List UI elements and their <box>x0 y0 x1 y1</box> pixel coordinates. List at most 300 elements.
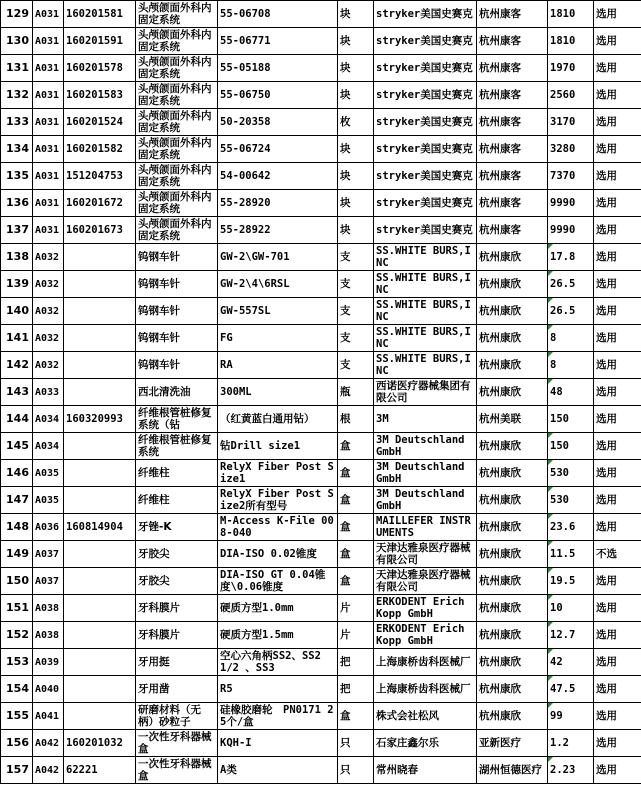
price-cell: 7370 <box>548 163 594 190</box>
status-cell: 选用 <box>594 703 641 730</box>
unit-cell: 盒 <box>338 460 374 487</box>
status-cell: 选用 <box>594 379 641 406</box>
specification-cell: M-Access K-File 008-040 <box>218 514 338 541</box>
registration-number-cell <box>64 433 136 460</box>
specification-cell: 空心六角柄SS2、SS2 1/2 、SS3 <box>218 649 338 676</box>
status-cell: 选用 <box>594 406 641 433</box>
category-code-cell: A031 <box>33 109 64 136</box>
distributor-cell: 杭州康客 <box>477 55 548 82</box>
price-cell: 12.7 <box>548 622 594 649</box>
table-row <box>1 379 641 406</box>
table-row <box>1 676 641 703</box>
manufacturer-cell: SS.WHITE BURS,INC <box>374 271 477 298</box>
status-cell: 选用 <box>594 460 641 487</box>
category-code-cell: A031 <box>33 55 64 82</box>
unit-cell: 片 <box>338 622 374 649</box>
manufacturer-cell: 上海康桥齿科医械厂 <box>374 649 477 676</box>
row-number-cell: 141 <box>1 325 33 352</box>
registration-number-cell: 160201524 <box>64 109 136 136</box>
distributor-cell: 杭州康客 <box>477 217 548 244</box>
row-number-cell: 147 <box>1 487 33 514</box>
table-row <box>1 541 641 568</box>
category-code-cell: A041 <box>33 703 64 730</box>
row-number-cell: 133 <box>1 109 33 136</box>
table-row <box>1 298 641 325</box>
category-code-cell: A031 <box>33 82 64 109</box>
table-row <box>1 244 641 271</box>
status-cell: 选用 <box>594 163 641 190</box>
distributor-cell: 杭州康欣 <box>477 649 548 676</box>
price-cell: 1810 <box>548 28 594 55</box>
table-row <box>1 28 641 55</box>
distributor-cell: 杭州康欣 <box>477 244 548 271</box>
specification-cell: FG <box>218 325 338 352</box>
distributor-cell: 杭州康欣 <box>477 298 548 325</box>
row-number-cell: 137 <box>1 217 33 244</box>
unit-cell: 瓶 <box>338 379 374 406</box>
category-code-cell: A032 <box>33 271 64 298</box>
row-number-cell: 138 <box>1 244 33 271</box>
price-cell: 530 <box>548 487 594 514</box>
registration-number-cell: 160201672 <box>64 190 136 217</box>
manufacturer-cell: stryker美国史赛克 <box>374 109 477 136</box>
table-row <box>1 703 641 730</box>
unit-cell: 盒 <box>338 487 374 514</box>
product-name-cell: 头颅颌面外科内固定系统 <box>136 163 218 190</box>
specification-cell: RelyX Fiber Post Size1 <box>218 460 338 487</box>
category-code-cell: A034 <box>33 406 64 433</box>
table-row <box>1 649 641 676</box>
specification-cell: 硬质方型1.0mm <box>218 595 338 622</box>
registration-number-cell <box>64 676 136 703</box>
product-name-cell: 头颅颌面外科内固定系统 <box>136 28 218 55</box>
product-name-cell: 牙胶尖 <box>136 541 218 568</box>
price-cell: 11.5 <box>548 541 594 568</box>
price-cell: 9990 <box>548 190 594 217</box>
table-row <box>1 460 641 487</box>
product-name-cell: 研磨材料（无柄）砂粒子 <box>136 703 218 730</box>
registration-number-cell <box>64 298 136 325</box>
registration-number-cell <box>64 703 136 730</box>
manufacturer-cell: 天津达雅泉医疗器械有限公司 <box>374 568 477 595</box>
table-row <box>1 433 641 460</box>
specification-cell: DIA-ISO GT 0.04锥度\0.06锥度 <box>218 568 338 595</box>
category-code-cell: A032 <box>33 325 64 352</box>
registration-number-cell: 151204753 <box>64 163 136 190</box>
category-code-cell: A032 <box>33 298 64 325</box>
unit-cell: 盒 <box>338 703 374 730</box>
unit-cell: 盒 <box>338 514 374 541</box>
product-name-cell: 头颅颌面外科内固定系统 <box>136 190 218 217</box>
row-number-cell: 130 <box>1 28 33 55</box>
product-name-cell: 西北清洗油 <box>136 379 218 406</box>
status-cell: 选用 <box>594 730 641 757</box>
manufacturer-cell: stryker美国史赛克 <box>374 163 477 190</box>
unit-cell: 块 <box>338 1 374 28</box>
price-cell: 10 <box>548 595 594 622</box>
specification-cell: 55-06750 <box>218 82 338 109</box>
status-cell: 选用 <box>594 676 641 703</box>
manufacturer-cell: 3M Deutschland GmbH <box>374 487 477 514</box>
specification-cell: GW-557SL <box>218 298 338 325</box>
manufacturer-cell: 常州晓春 <box>374 757 477 784</box>
specification-cell: R5 <box>218 676 338 703</box>
product-name-cell: 一次性牙科器械盒 <box>136 757 218 784</box>
price-cell: 17.8 <box>548 244 594 271</box>
category-code-cell: A036 <box>33 514 64 541</box>
row-number-cell: 142 <box>1 352 33 379</box>
distributor-cell: 杭州康客 <box>477 163 548 190</box>
specification-cell: 55-06724 <box>218 136 338 163</box>
status-cell: 选用 <box>594 352 641 379</box>
product-name-cell: 头颅颌面外科内固定系统 <box>136 109 218 136</box>
distributor-cell: 杭州康欣 <box>477 487 548 514</box>
product-name-cell: 头颅颌面外科内固定系统 <box>136 55 218 82</box>
row-number-cell: 157 <box>1 757 33 784</box>
table-row <box>1 136 641 163</box>
manufacturer-cell: SS.WHITE BURS,INC <box>374 298 477 325</box>
row-number-cell: 132 <box>1 82 33 109</box>
specification-cell: GW-2\GW-701 <box>218 244 338 271</box>
row-number-cell: 143 <box>1 379 33 406</box>
table-row <box>1 406 641 433</box>
product-name-cell: 纤维根管桩修复系统 <box>136 433 218 460</box>
status-cell: 不选 <box>594 541 641 568</box>
manufacturer-cell: ERKODENT Erich Kopp GmbH <box>374 622 477 649</box>
table-row <box>1 190 641 217</box>
manufacturer-cell: 石家庄鑫尔乐 <box>374 730 477 757</box>
product-name-cell: 纤维柱 <box>136 487 218 514</box>
category-code-cell: A032 <box>33 352 64 379</box>
product-name-cell: 牙用凿 <box>136 676 218 703</box>
specification-cell: 55-05188 <box>218 55 338 82</box>
price-cell: 47.5 <box>548 676 594 703</box>
status-cell: 选用 <box>594 568 641 595</box>
category-code-cell: A035 <box>33 487 64 514</box>
status-cell: 选用 <box>594 190 641 217</box>
manufacturer-cell: MAILLEFER INSTRUMENTS <box>374 514 477 541</box>
unit-cell: 块 <box>338 55 374 82</box>
distributor-cell: 杭州康欣 <box>477 676 548 703</box>
manufacturer-cell: stryker美国史赛克 <box>374 190 477 217</box>
price-cell: 23.6 <box>548 514 594 541</box>
distributor-cell: 杭州康客 <box>477 136 548 163</box>
row-number-cell: 136 <box>1 190 33 217</box>
status-cell: 选用 <box>594 136 641 163</box>
manufacturer-cell: 株式会社松风 <box>374 703 477 730</box>
price-cell: 3170 <box>548 109 594 136</box>
unit-cell: 只 <box>338 730 374 757</box>
table-row <box>1 109 641 136</box>
product-name-cell: 头颅颌面外科内固定系统 <box>136 82 218 109</box>
registration-number-cell <box>64 271 136 298</box>
category-code-cell: A031 <box>33 190 64 217</box>
distributor-cell: 杭州康欣 <box>477 622 548 649</box>
status-cell: 选用 <box>594 271 641 298</box>
category-code-cell: A031 <box>33 1 64 28</box>
manufacturer-cell: SS.WHITE BURS,INC <box>374 352 477 379</box>
specification-cell: 54-00642 <box>218 163 338 190</box>
row-number-cell: 135 <box>1 163 33 190</box>
category-code-cell: A031 <box>33 163 64 190</box>
price-cell: 99 <box>548 703 594 730</box>
unit-cell: 盒 <box>338 541 374 568</box>
category-code-cell: A042 <box>33 757 64 784</box>
product-name-cell: 头颅颌面外科内固定系统 <box>136 1 218 28</box>
specification-cell: KQH-I <box>218 730 338 757</box>
table-row <box>1 730 641 757</box>
row-number-cell: 139 <box>1 271 33 298</box>
row-number-cell: 151 <box>1 595 33 622</box>
table-row <box>1 217 641 244</box>
table-row <box>1 487 641 514</box>
price-cell: 19.5 <box>548 568 594 595</box>
specification-cell: 硬质方型1.5mm <box>218 622 338 649</box>
price-cell: 1970 <box>548 55 594 82</box>
status-cell: 选用 <box>594 757 641 784</box>
registration-number-cell: 160320993 <box>64 406 136 433</box>
product-name-cell: 牙科膜片 <box>136 622 218 649</box>
distributor-cell: 杭州康欣 <box>477 568 548 595</box>
price-cell: 1.2 <box>548 730 594 757</box>
table-row <box>1 82 641 109</box>
row-number-cell: 153 <box>1 649 33 676</box>
unit-cell: 块 <box>338 163 374 190</box>
distributor-cell: 杭州康欣 <box>477 460 548 487</box>
row-number-cell: 148 <box>1 514 33 541</box>
distributor-cell: 杭州康欣 <box>477 514 548 541</box>
specification-cell: 55-06708 <box>218 1 338 28</box>
registration-number-cell: 160201578 <box>64 55 136 82</box>
registration-number-cell: 160201582 <box>64 136 136 163</box>
distributor-cell: 杭州康欣 <box>477 379 548 406</box>
table-row <box>1 352 641 379</box>
price-cell: 42 <box>548 649 594 676</box>
table-row <box>1 325 641 352</box>
product-name-cell: 牙科膜片 <box>136 595 218 622</box>
registration-number-cell <box>64 541 136 568</box>
registration-number-cell: 160814904 <box>64 514 136 541</box>
status-cell: 选用 <box>594 649 641 676</box>
row-number-cell: 145 <box>1 433 33 460</box>
unit-cell: 片 <box>338 595 374 622</box>
specification-cell: 55-28920 <box>218 190 338 217</box>
distributor-cell: 杭州康客 <box>477 109 548 136</box>
status-cell: 选用 <box>594 217 641 244</box>
status-cell: 选用 <box>594 1 641 28</box>
category-code-cell: A034 <box>33 433 64 460</box>
registration-number-cell <box>64 487 136 514</box>
product-name-cell: 钨钢车针 <box>136 244 218 271</box>
registration-number-cell: 160201583 <box>64 82 136 109</box>
price-cell: 9990 <box>548 217 594 244</box>
status-cell: 选用 <box>594 325 641 352</box>
row-number-cell: 131 <box>1 55 33 82</box>
distributor-cell: 杭州康客 <box>477 1 548 28</box>
status-cell: 选用 <box>594 595 641 622</box>
table-row <box>1 55 641 82</box>
distributor-cell: 杭州康欣 <box>477 325 548 352</box>
registration-number-cell <box>64 649 136 676</box>
manufacturer-cell: SS.WHITE BURS,INC <box>374 325 477 352</box>
unit-cell: 支 <box>338 325 374 352</box>
unit-cell: 块 <box>338 190 374 217</box>
status-cell: 选用 <box>594 298 641 325</box>
distributor-cell: 杭州康欣 <box>477 433 548 460</box>
price-cell: 150 <box>548 406 594 433</box>
row-number-cell: 156 <box>1 730 33 757</box>
registration-number-cell <box>64 595 136 622</box>
price-cell: 1810 <box>548 1 594 28</box>
specification-cell: 50-20358 <box>218 109 338 136</box>
product-name-cell: 牙锉-K <box>136 514 218 541</box>
status-cell: 选用 <box>594 82 641 109</box>
unit-cell: 把 <box>338 649 374 676</box>
registration-number-cell: 160201581 <box>64 1 136 28</box>
status-cell: 选用 <box>594 514 641 541</box>
price-cell: 530 <box>548 460 594 487</box>
table-row <box>1 757 641 784</box>
status-cell: 选用 <box>594 487 641 514</box>
distributor-cell: 亚新医疗 <box>477 730 548 757</box>
unit-cell: 把 <box>338 676 374 703</box>
manufacturer-cell: stryker美国史赛克 <box>374 55 477 82</box>
status-cell: 选用 <box>594 433 641 460</box>
manufacturer-cell: SS.WHITE BURS,INC <box>374 244 477 271</box>
category-code-cell: A035 <box>33 460 64 487</box>
row-number-cell: 129 <box>1 1 33 28</box>
specification-cell: 55-06771 <box>218 28 338 55</box>
distributor-cell: 湖州恒德医疗 <box>477 757 548 784</box>
product-name-cell: 纤维根管桩修复系统（钻 <box>136 406 218 433</box>
unit-cell: 支 <box>338 298 374 325</box>
unit-cell: 根 <box>338 406 374 433</box>
registration-number-cell <box>64 244 136 271</box>
row-number-cell: 144 <box>1 406 33 433</box>
unit-cell: 块 <box>338 136 374 163</box>
row-number-cell: 146 <box>1 460 33 487</box>
status-cell: 选用 <box>594 244 641 271</box>
registration-number-cell: 62221 <box>64 757 136 784</box>
manufacturer-cell: 天津达雅泉医疗器械有限公司 <box>374 541 477 568</box>
distributor-cell: 杭州康欣 <box>477 541 548 568</box>
product-name-cell: 纤维柱 <box>136 460 218 487</box>
distributor-cell: 杭州康欣 <box>477 271 548 298</box>
manufacturer-cell: ERKODENT Erich Kopp GmbH <box>374 595 477 622</box>
registration-number-cell <box>64 352 136 379</box>
manufacturer-cell: stryker美国史赛克 <box>374 82 477 109</box>
specification-cell: 钻Drill size1 <box>218 433 338 460</box>
manufacturer-cell: 3M Deutschland GmbH <box>374 460 477 487</box>
registration-number-cell <box>64 379 136 406</box>
specification-cell: A类 <box>218 757 338 784</box>
registration-number-cell: 160201673 <box>64 217 136 244</box>
row-number-cell: 155 <box>1 703 33 730</box>
product-name-cell: 头颅颌面外科内固定系统 <box>136 136 218 163</box>
price-cell: 150 <box>548 433 594 460</box>
row-number-cell: 140 <box>1 298 33 325</box>
price-cell: 8 <box>548 325 594 352</box>
specification-cell: 300ML <box>218 379 338 406</box>
unit-cell: 支 <box>338 271 374 298</box>
specification-cell: RA <box>218 352 338 379</box>
table-row <box>1 622 641 649</box>
category-code-cell: A032 <box>33 244 64 271</box>
status-cell: 选用 <box>594 109 641 136</box>
product-name-cell: 一次性牙科器械盒 <box>136 730 218 757</box>
registration-number-cell: 160201032 <box>64 730 136 757</box>
category-code-cell: A040 <box>33 676 64 703</box>
table-row <box>1 163 641 190</box>
specification-cell: （红黄蓝白通用钻） <box>218 406 338 433</box>
status-cell: 选用 <box>594 622 641 649</box>
registration-number-cell <box>64 325 136 352</box>
category-code-cell: A039 <box>33 649 64 676</box>
distributor-cell: 杭州康客 <box>477 190 548 217</box>
distributor-cell: 杭州康客 <box>477 82 548 109</box>
table-row <box>1 568 641 595</box>
registration-number-cell <box>64 568 136 595</box>
manufacturer-cell: stryker美国史赛克 <box>374 217 477 244</box>
product-name-cell: 钨钢车针 <box>136 325 218 352</box>
distributor-cell: 杭州康客 <box>477 28 548 55</box>
price-cell: 2560 <box>548 82 594 109</box>
unit-cell: 块 <box>338 28 374 55</box>
product-name-cell: 钨钢车针 <box>136 271 218 298</box>
category-code-cell: A037 <box>33 541 64 568</box>
distributor-cell: 杭州美联 <box>477 406 548 433</box>
registration-number-cell <box>64 622 136 649</box>
distributor-cell: 杭州康欣 <box>477 703 548 730</box>
status-cell: 选用 <box>594 28 641 55</box>
manufacturer-cell: 3M Deutschland GmbH <box>374 433 477 460</box>
unit-cell: 块 <box>338 82 374 109</box>
unit-cell: 块 <box>338 217 374 244</box>
product-name-cell: 牙用挺 <box>136 649 218 676</box>
row-number-cell: 150 <box>1 568 33 595</box>
manufacturer-cell: 上海康桥齿科医械厂 <box>374 676 477 703</box>
unit-cell: 盒 <box>338 433 374 460</box>
category-code-cell: A042 <box>33 730 64 757</box>
table-row <box>1 595 641 622</box>
specification-cell: DIA-ISO 0.02锥度 <box>218 541 338 568</box>
table-body <box>1 1 641 784</box>
product-name-cell: 头颅颌面外科内固定系统 <box>136 217 218 244</box>
table-row <box>1 514 641 541</box>
category-code-cell: A031 <box>33 136 64 163</box>
unit-cell: 支 <box>338 352 374 379</box>
manufacturer-cell: stryker美国史赛克 <box>374 1 477 28</box>
registration-number-cell: 160201591 <box>64 28 136 55</box>
manufacturer-cell: stryker美国史赛克 <box>374 28 477 55</box>
category-code-cell: A037 <box>33 568 64 595</box>
price-cell: 3280 <box>548 136 594 163</box>
manufacturer-cell: stryker美国史赛克 <box>374 136 477 163</box>
table-row <box>1 1 641 28</box>
row-number-cell: 149 <box>1 541 33 568</box>
price-cell: 26.5 <box>548 298 594 325</box>
product-name-cell: 钨钢车针 <box>136 298 218 325</box>
category-code-cell: A031 <box>33 217 64 244</box>
price-cell: 26.5 <box>548 271 594 298</box>
category-code-cell: A031 <box>33 28 64 55</box>
status-cell: 选用 <box>594 55 641 82</box>
category-code-cell: A038 <box>33 595 64 622</box>
category-code-cell: A038 <box>33 622 64 649</box>
price-cell: 8 <box>548 352 594 379</box>
registration-number-cell <box>64 460 136 487</box>
price-cell: 2.23 <box>548 757 594 784</box>
